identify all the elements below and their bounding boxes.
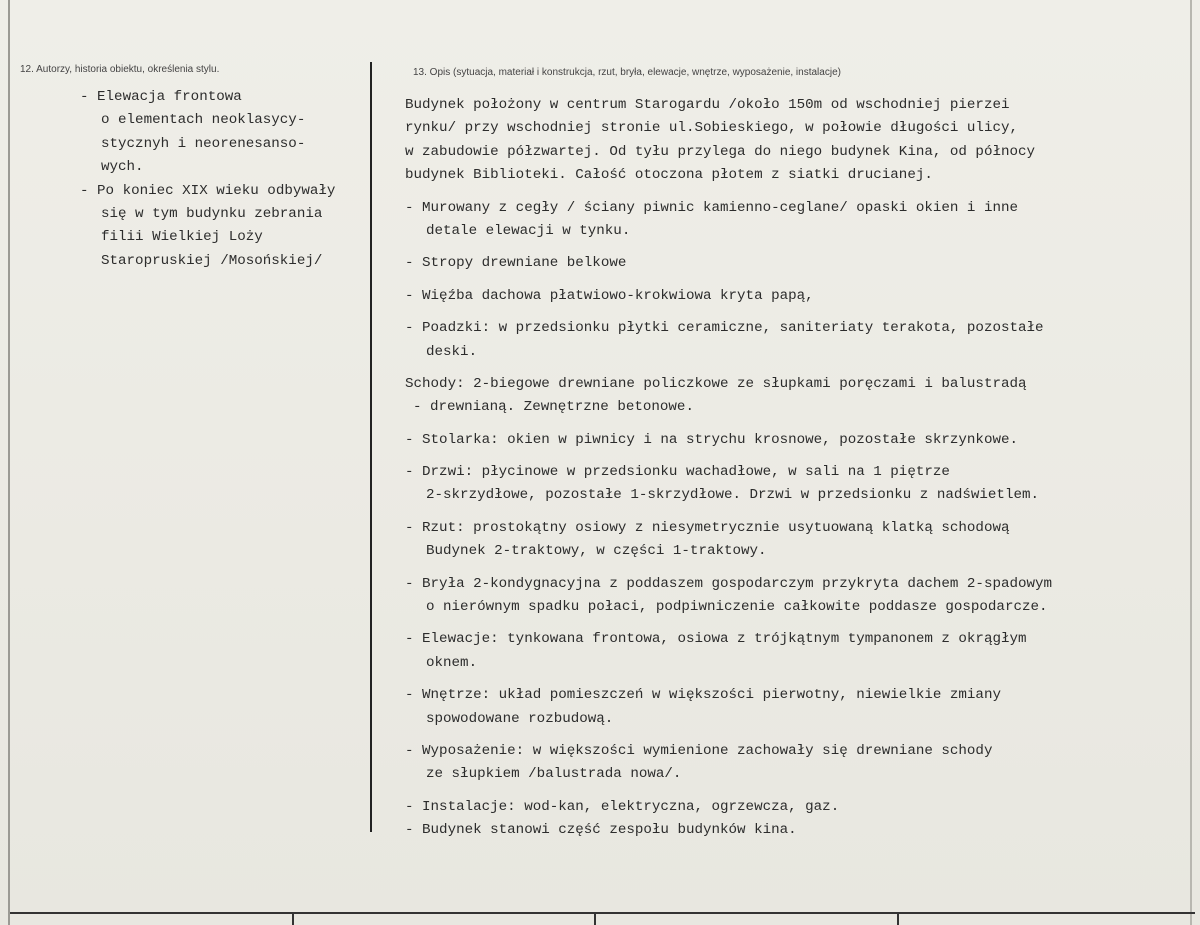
bottom-tick — [292, 912, 294, 925]
section-13-line: o nierównym spadku połaci, podpiwniczenie całkowite poddasze gospodarcze. — [426, 599, 1048, 616]
section-12-line: - Po koniec XIX wieku odbywały — [80, 182, 336, 199]
section-12-line: wych. — [101, 159, 144, 176]
section-13-body — [405, 94, 1175, 843]
section-13-line: budynek Biblioteki. Całość otoczona płotem z siatki drucianej. — [405, 167, 933, 184]
bottom-tick — [897, 912, 899, 925]
section-13-line: - Więźba dachowa płatwiowo-krokwiowa kryta papą, — [405, 287, 814, 304]
section-13-line: - Bryła 2-kondygnacyjna z poddaszem gospodarczym przykryta dachem 2-spadowym — [405, 575, 1053, 592]
page-left-edge — [8, 0, 10, 925]
section-13-line: rynku/ przy wschodniej stronie ul.Sobieskiego, w połowie długości ulicy, — [405, 120, 1018, 137]
section-12-line: stycznyh i neorenesanso- — [101, 135, 306, 152]
section-13-line: ze słupkiem /balustrada nowa/. — [426, 766, 682, 783]
bottom-tick — [594, 912, 596, 925]
section-13-line: - Stropy drewniane belkowe — [405, 255, 627, 272]
section-12-line: o elementach neoklasycy- — [101, 112, 306, 129]
section-13-line: - Wnętrze: układ pomieszczeń w większości pierwotny, niewielkie zmiany — [405, 687, 1001, 704]
section-13-line: Budynek 2-traktowy, w części 1-traktowy. — [426, 543, 767, 560]
section-13-line: w zabudowie półzwartej. Od tyłu przylega do niego budynek Kina, od północy — [405, 143, 1036, 160]
section-13-line: Schody: 2-biegowe drewniane policzkowe ze słupkami poręczami i balustradą — [405, 375, 1027, 392]
section-13-line: - Instalacje: wod-kan, elektryczna, ogrzewcza, gaz. — [405, 798, 840, 815]
section-12-line: filii Wielkiej Loży — [101, 229, 263, 246]
section-12-line: - Elewacja frontowa — [80, 89, 242, 105]
section-13-line: - drewnianą. Zewnętrzne betonowe. — [413, 399, 694, 416]
section-12-line: Staropruskiej /Mosońskiej/ — [101, 252, 323, 269]
bottom-rule — [10, 912, 1195, 914]
section-13-line: - Rzut: prostokątny osiowy z niesymetrycznie usytuowaną klatką schodową — [405, 519, 1010, 536]
section-13-line: 2-skrzydłowe, pozostałe 1-skrzydłowe. Drzwi w przedsionku z nadświetlem. — [426, 487, 1039, 504]
section-13-line: - Stolarka: okien w piwnicy i na strychu krosnowe, pozostałe skrzynkowe. — [405, 431, 1018, 448]
section-13-line: - Wyposażenie: w większości wymienione zachowały się drewniane schody — [405, 742, 993, 759]
section-13-line: - Elewacje: tynkowana frontowa, osiowa z trójkątnym tympanonem z okrągłym — [405, 631, 1027, 648]
section-12-heading: 12. Autorzy, historia obiektu, określenia stylu. — [20, 64, 220, 75]
section-13-line: - Drzwi: płycinowe w przedsionku wachadłowe, w sali na 1 piętrze — [405, 464, 950, 481]
section-13-line: - Poadzki: w przedsionku płytki ceramiczne, saniteriaty terakota, pozostałe — [405, 320, 1044, 337]
page-right-edge — [1190, 0, 1192, 925]
section-13-line: Budynek położony w centrum Starogardu /około 150m od wschodniej pierzei — [405, 97, 1010, 113]
section-13-line: oknem. — [426, 654, 478, 671]
section-13-heading: 13. Opis (sytuacja, materiał i konstrukcja, rzut, bryła, elewacje, wnętrze, wyposażenie, instalacje) — [413, 67, 841, 78]
section-12-line: się w tym budynku zebrania — [101, 205, 323, 222]
section-13-line: spowodowane rozbudową. — [426, 710, 614, 727]
section-13-line: - Budynek stanowi część zespołu budynków kina. — [405, 822, 797, 839]
section-12-body — [80, 86, 380, 273]
section-13-line: - Murowany z cegły / ściany piwnic kamienno-ceglane/ opaski okien i inne — [405, 199, 1018, 216]
section-13-line: detale elewacji w tynku. — [426, 222, 631, 239]
section-13-line: deski. — [426, 343, 478, 360]
